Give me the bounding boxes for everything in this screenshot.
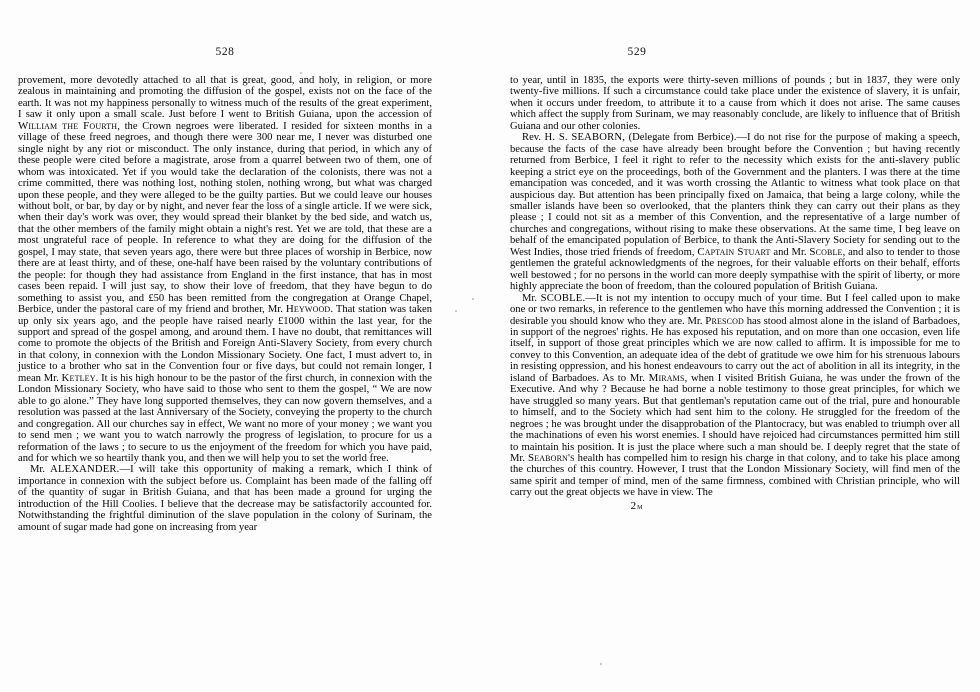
text-run: and Mr. — [770, 246, 810, 258]
paragraph — [510, 132, 960, 292]
proper-name-smallcaps: William the Fourth — [18, 119, 118, 132]
speaker-name: ALEXANDER. — [50, 464, 120, 476]
text-run: , the Crown negroes were liberated. I resided for sixteen months in a village of these freed negroes, and though there were 300 near me, I never was disturbed one single night by any riot or misconduct. The only instance, during that period, in which any of these people were cited before a magistrate, arose from a quarrel between two of them, one of whom was intoxicated. Yet if you would take the declaration of the colonists, there was not a crime committed, there was nothing lost, nothing stolen, nothing wrong, but what was charged upon these people, and they were alleged to be the guilty parties. But we could leave our houses without bolt, or bar, by day or by night, and never fear the loss of a single article. If we were sick, when their day's work was over, they would spread their blanket by the bed side, and watch us, that the other members of the family might obtain a night's rest. Yet we are told, that these are a most ungrateful race of people. In reference to what they are doing for the diffusion of the gospel, I may state, that seven years ago, there were but three places of worship in Berbice, now there are at least thirty, and of these, one-half have been raised by the voluntary contributions of the people: for though they had assistance from England in the first instance, that has in most cases been repaid. I will just say, to show their love of freedom, that they have begun to do something to assist you, and £50 has been remitted from the congregation at Orange Chapel, Berbice, under the pastoral care of my friend and brother, Mr. — [18, 120, 432, 316]
text-run: . It is his high honour to be the pastor of the first church, in connexion with the London Missionary Society, who have said to those who sent to them the gospel, “ We are now able to go alone.” They have long supported themselves, they can now govern themselves, and a resolution was passed at the last Anniversary of the Society, conveying the property to the church and congregation. All our churches say in effect, We want no more of your money ; we want you to send men ; we want you to watch narrowly the progress of legislation, to procure for us a reformation of the laws ; to secure to us the enjoyment of the freedom for which you have paid, and for which we so heartily thank you, and then we will help you to set the world free. — [18, 372, 433, 464]
text-run: health has compelled him to resign his charge in that colony, and to take his place among the churches of this country. However, I trust that the London Missionary Society, will find men of the same spirit and temper of mind, men of the same firmness, combined with Christian principle, who will carry out the great objects we have in view. The — [510, 452, 960, 499]
proper-name-smallcaps: Seaborn's — [527, 451, 575, 464]
text-run: —I will take this opportunity of making a remark, which I think of importance in connexion with the subject before us. Complaint has been made of the falling off of the quantity of sugar in British Guiana, and that has been made a ground for urging the introduction of the Hill Coolies. I believe that the decrease may be satisfactorily accounted for. Notwithstanding the frightful diminution of the slave population in the colony of Surinam, the amount of sugar made had gone on increasing from year — [18, 464, 432, 533]
text-run: Mr. — [522, 292, 541, 304]
text-run: , and also to tender to those gentlemen the grateful acknowledgments of the negroes, for their valuable efforts on their behalf, efforts well bestowed ; for no persons in the world can more deeply sympathise with the spirit of liberty, or more highly appreciate the boon of freedom, than the coloured population of British Guiana. — [510, 246, 960, 293]
text-run: (Delegate from Berbice).—I do not rise for the purpose of making a speech, because the facts of the case have already been brought before the Convention ; but having recently returned from Berbice, I feel it right to refer to the necessity which exists for the anti-slavery public keeping a strict eye on the proceedings, both of the Government and the planters. I was there at the time emancipation was conceded, and it was worth crossing the Atlantic to witness what took place on that auspicious day. But attention has been principally fixed on Jamaica, that being a large colony, while the smaller islands have been so overlooked, that the planters think they can carry out their plans as they please ; I could not sit as a member of this Convention, and the representative of a large number of churches and congregations, without rising to make these observations. At the same time, I beg leave on behalf of the emancipated population of Berbice, to thank the Anti-Slavery Society for sending out to the West Indies, those tried friends of freedom, — [510, 132, 960, 258]
proper-name-smallcaps: Ketley — [61, 371, 96, 384]
text-run: provement, more devotedly attached to all that is great, good, and holy, in religion, or more zealous in maintaining and promoting the diffusion of the gospel, exists not on the face of the earth. It was not my happiness personally to witness much of the results of the great experiment, I saw it only upon a small scale. Just before I went to British Guiana, upon the accession of — [18, 75, 432, 121]
signature-mark-letter: m — [637, 500, 644, 511]
text-run: has stood almost alone in the island of Barbadoes, in support of the negroes' rights. He has exposed his reputation, and on more than one occasion, even life itself, in support of those great principles which we are now called to affirm. It is impossible for me to convey to this Convention, an adequate idea of the debt of gratitude we owe him for his strenuous labours in resisting oppression, and his honest endeavours to carry out the act of abolition in all its integrity, in the island of Barbadoes. As to Mr. — [510, 315, 960, 384]
proper-name-smallcaps: Heywood — [285, 303, 331, 316]
speaker-name: H. S. SEABORN, — [544, 132, 626, 144]
text-run: . That station was taken up only six years ago, and the people have raised nearly £1000 within the last year, for the support and spread of the gospel among, and around them. I have no doubt, that remittances will come to promote the objects of the British and Foreign Anti-Slavery Society, from every church in that colony, in connexion with the London Missionary Society. One fact, I must advert to, in justice to a brother who sat in the Convention four or five days, but could not remain longer, I mean Mr. — [18, 304, 432, 384]
text-run: Rev. — [522, 132, 545, 144]
text-run: —It is not my intention to occupy much of your time. But I feel called upon to make one or two remarks, in reference to the gentlemen who have this morning addressed the Convention ; it is desirable you should know who they are. Mr. — [510, 292, 960, 327]
proper-name-smallcaps: Prescod — [705, 314, 744, 327]
paragraph — [510, 293, 960, 499]
right-page-body — [510, 75, 960, 499]
text-run: , when I visited British Guiana, he was under the frown of the Executive. And why ? Because he had borne a noble testimony to those great principles, for which we have struggled so many years. But that gentleman's reputation came out of the trial, pure and honourable to himself, and to the Society which had sent him to the colony. He struggled for the freedom of the negroes ; he was brought under the disapprobation of the Plantocracy, but was enabled to triumph over all the machinations of even his worst enemies. I should have rejoiced had circumstances permitted him still to maintain his position. It is just the place where such a man should be. I deeply regret that the state of Mr. — [510, 372, 960, 464]
paragraph — [510, 75, 960, 132]
paragraph — [18, 464, 432, 533]
right-page — [490, 0, 980, 692]
text-run: Mr. — [30, 464, 51, 476]
speaker-name: SCOBLE. — [540, 292, 586, 304]
proper-name-smallcaps: Scoble — [809, 245, 843, 258]
paragraph — [18, 75, 432, 464]
page-number-left: 528 — [215, 46, 235, 58]
signature-mark-number: 2 — [630, 499, 638, 512]
left-page-body — [18, 75, 432, 533]
proper-name-smallcaps: Captain Stuart — [697, 245, 771, 258]
signature-mark — [510, 500, 960, 512]
text-run: to year, until in 1835, the exports were thirty-seven millions of pounds ; but in 1837, they were only twenty-five millions. If such a circumstance could take place under the existence of slavery, it is unfair, when it occurs under freedom, to attribute it to a cause from which it does not arise. The same causes which affect the supply from Surinam, we may reasonably conclude, are likely to influence that of British Guiana and our other colonies. — [510, 75, 960, 132]
page-number-right: 529 — [627, 46, 647, 58]
proper-name-smallcaps: Mirams — [648, 371, 685, 384]
